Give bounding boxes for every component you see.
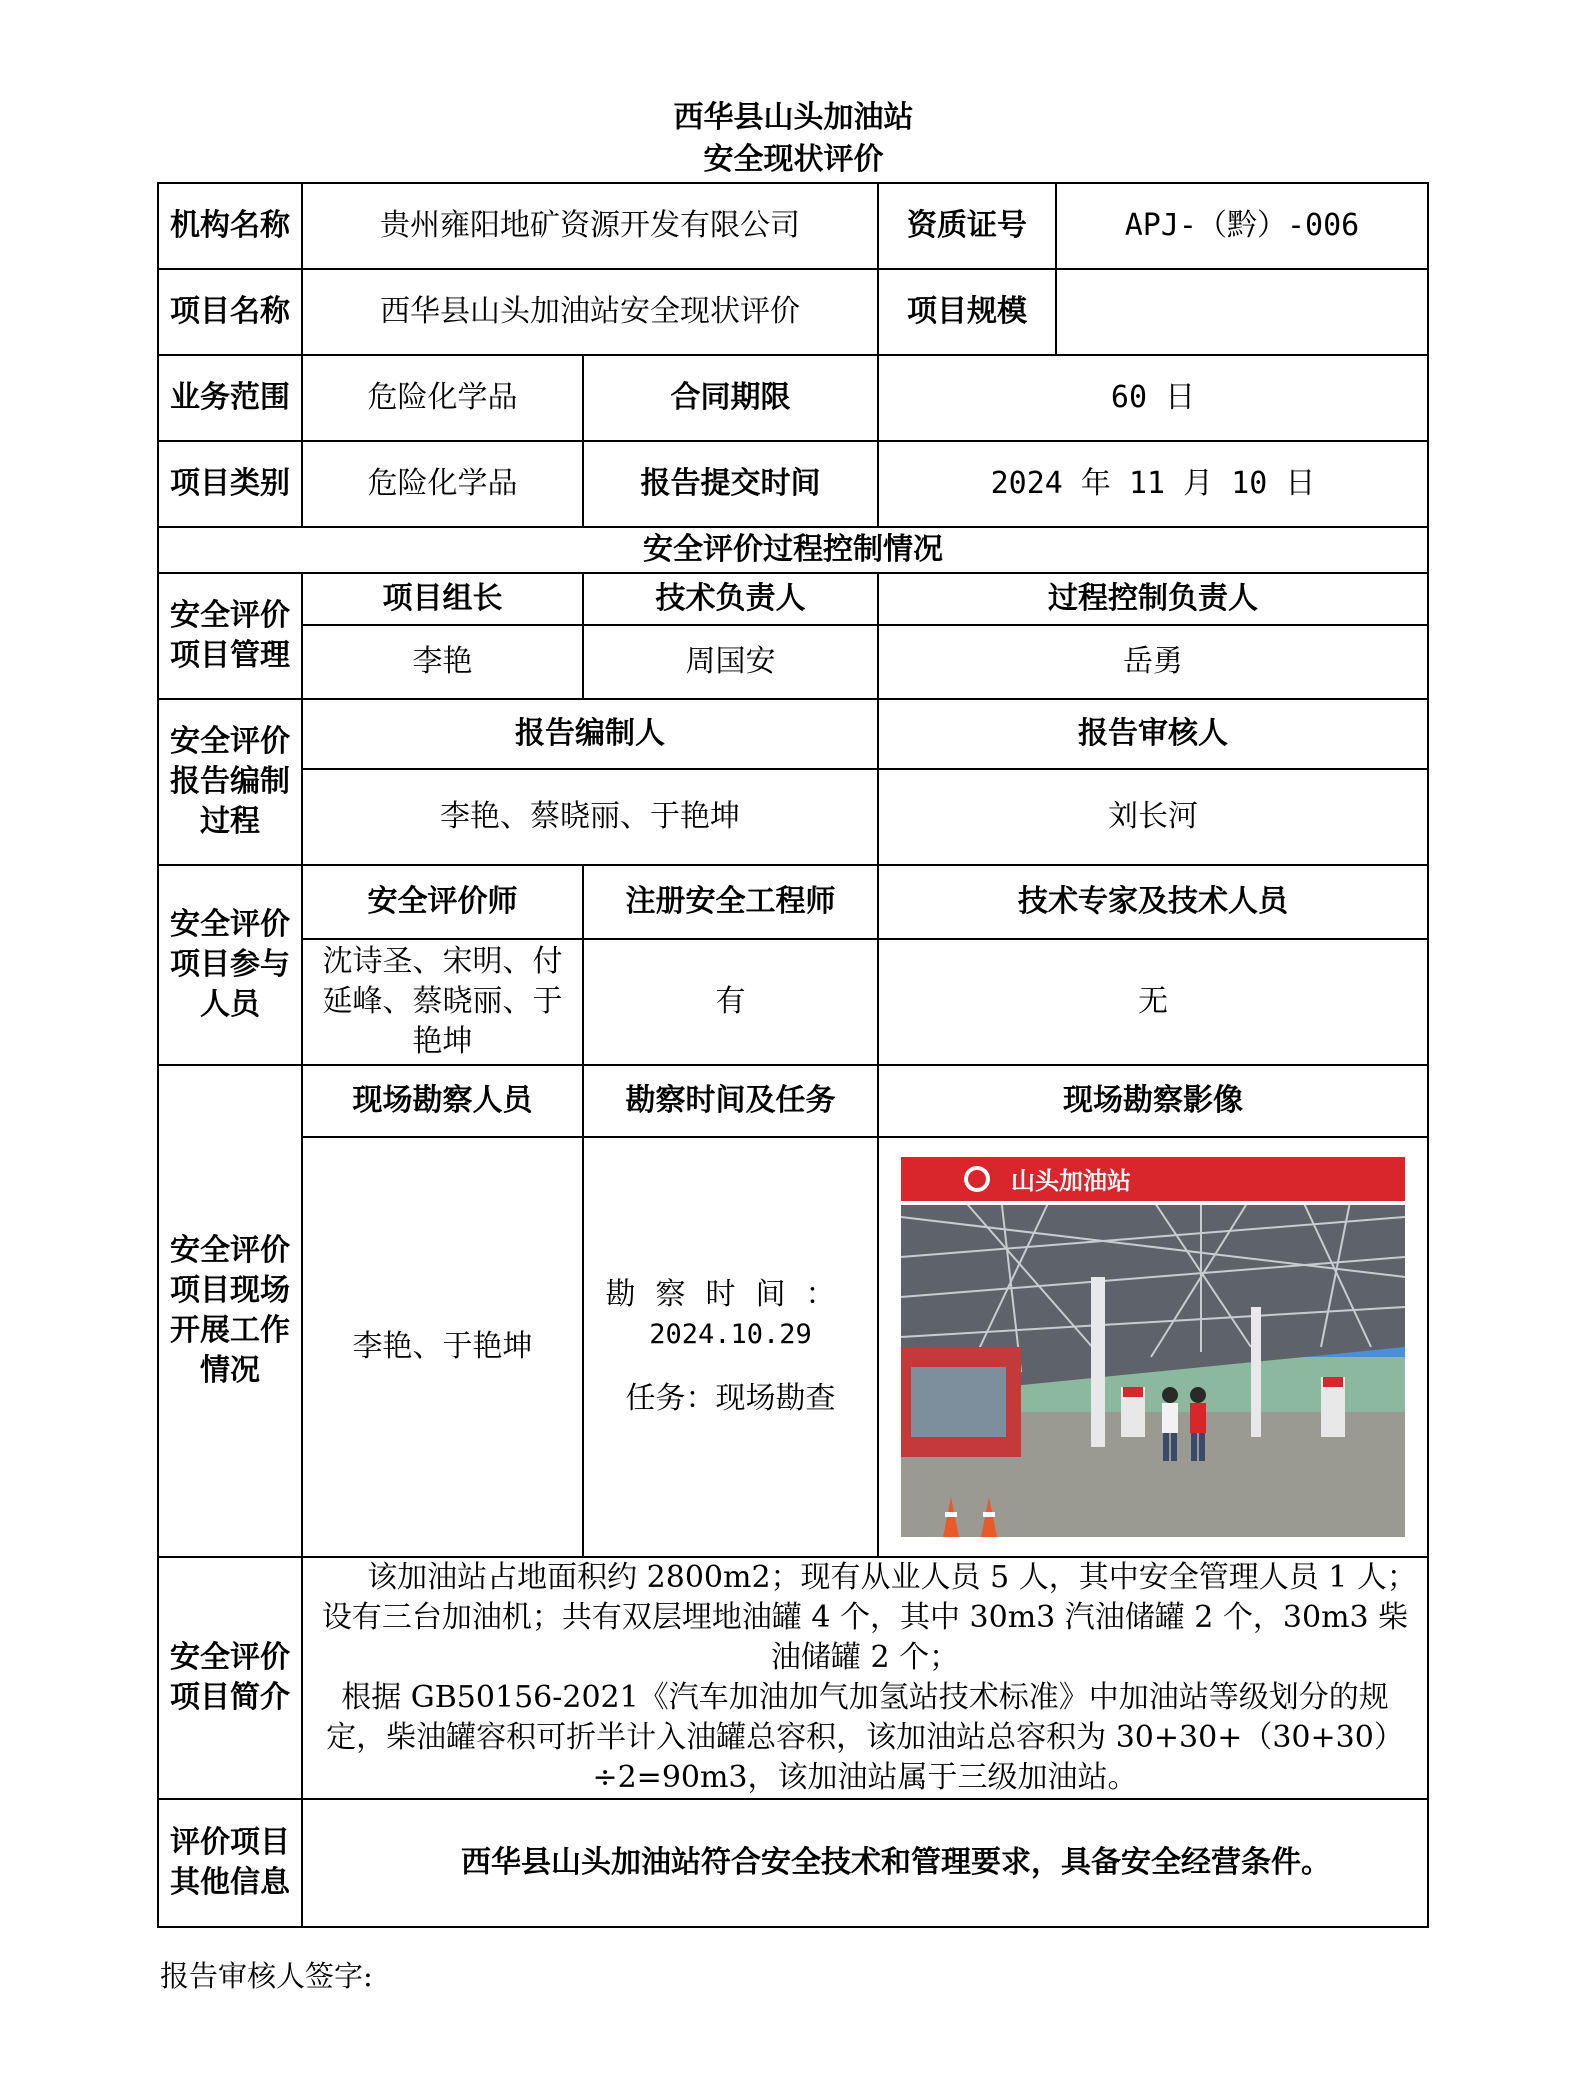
evaluator-value: 沈诗圣、宋明、付延峰、蔡晓丽、于艳坤 [302, 939, 583, 1065]
team-leader-value: 李艳 [302, 625, 583, 699]
site-time-header: 勘察时间及任务 [583, 1065, 878, 1137]
category-label: 项目类别 [158, 441, 302, 527]
row-report-headers [158, 699, 1428, 769]
scope-label: 业务范围 [158, 355, 302, 441]
report-author-value: 李艳、蔡晓丽、于艳坤 [302, 769, 878, 865]
site-staff-value: 李艳、于艳坤 [302, 1137, 583, 1557]
tech-lead-value: 周国安 [583, 625, 878, 699]
scale-label: 项目规模 [878, 269, 1056, 355]
row-mgmt-values [158, 625, 1428, 699]
summary-cell [302, 1557, 1428, 1799]
org-label: 机构名称 [158, 183, 302, 269]
row-project-category [158, 441, 1428, 527]
category-value: 危险化学品 [302, 441, 583, 527]
report-reviewer-header: 报告审核人 [878, 699, 1428, 769]
survey-time-label: 勘察时间： [605, 1277, 856, 1312]
summary-text-1: 该加油站占地面积约 2800m2；现有从业人员 5 人，其中安全管理人员 1 人；设有三台加油机；共有双层埋地油罐 4 个，其中 30m3 汽油储罐 2 个，30m3 柴油储罐 2 个； [321, 1560, 1417, 1675]
scope-value: 危险化学品 [302, 355, 583, 441]
row-organization [158, 183, 1428, 269]
row-site-headers [158, 1065, 1428, 1137]
row-mgmt-headers [158, 573, 1428, 625]
site-photo-cell [878, 1137, 1428, 1557]
evaluator-header: 安全评价师 [302, 865, 583, 939]
mgmt-label: 安全评价项目管理 [158, 573, 302, 699]
contract-value: 60 日 [878, 355, 1428, 441]
safety-engineer-header: 注册安全工程师 [583, 865, 878, 939]
experts-header: 技术专家及技术人员 [878, 865, 1428, 939]
cert-value: APJ-（黔）-006 [1056, 183, 1428, 269]
row-business-scope [158, 355, 1428, 441]
survey-task: 任务：现场勘查 [625, 1381, 836, 1416]
evaluation-table [157, 182, 1429, 1928]
other-label: 评价项目其他信息 [158, 1799, 302, 1927]
site-photo [901, 1157, 1405, 1537]
project-label: 项目名称 [158, 269, 302, 355]
report-reviewer-value: 刘长河 [878, 769, 1428, 865]
photo-station-sign: 山头加油站 [1011, 1167, 1131, 1195]
participants-label: 安全评价项目参与人员 [158, 865, 302, 1065]
row-participants-values [158, 939, 1428, 1065]
survey-time-value: 2024.10.29 [649, 1319, 812, 1350]
site-label: 安全评价项目现场开展工作情况 [158, 1065, 302, 1557]
other-text: 西华县山头加油站符合安全技术和管理要求，具备安全经营条件。 [461, 1845, 1331, 1880]
site-photo-header: 现场勘察影像 [878, 1065, 1428, 1137]
experts-value: 无 [878, 939, 1428, 1065]
row-participants-headers [158, 865, 1428, 939]
document-subtitle: 安全现状评价 [703, 142, 884, 177]
summary-text-2: 根据 GB50156-2021《汽车加油加气加氢站技术标准》中加油站等级划分的规定，柴油罐容积可折半计入油罐总容积，该加油站总容积为 30+30+（30+30）÷2=90m3，该加油站属于三级加油站。 [326, 1680, 1404, 1795]
other-cell [302, 1799, 1428, 1927]
report-author-header: 报告编制人 [302, 699, 878, 769]
submit-label: 报告提交时间 [583, 441, 878, 527]
team-leader-header: 项目组长 [302, 573, 583, 625]
row-report-values [158, 769, 1428, 865]
site-staff-header: 现场勘察人员 [302, 1065, 583, 1137]
process-section-title: 安全评价过程控制情况 [158, 527, 1428, 573]
site-time-cell [583, 1137, 878, 1557]
summary-label: 安全评价项目简介 [158, 1557, 302, 1799]
summary-paragraph-1 [313, 1558, 1417, 1678]
project-value: 西华县山头加油站安全现状评价 [302, 269, 878, 355]
tech-lead-header: 技术负责人 [583, 573, 878, 625]
row-section-title [158, 527, 1428, 573]
submit-value: 2024 年 11 月 10 日 [878, 441, 1428, 527]
scale-value [1056, 269, 1428, 355]
process-control-header: 过程控制负责人 [878, 573, 1428, 625]
row-summary [158, 1557, 1428, 1799]
contract-label: 合同期限 [583, 355, 878, 441]
process-control-value: 岳勇 [878, 625, 1428, 699]
reviewer-signature-label: 报告审核人签字: [160, 1959, 373, 1993]
report-label: 安全评价报告编制过程 [158, 699, 302, 865]
row-site-values [158, 1137, 1428, 1557]
cert-label: 资质证号 [878, 183, 1056, 269]
row-project-name [158, 269, 1428, 355]
safety-engineer-value: 有 [583, 939, 878, 1065]
document-title: 西华县山头加油站 [673, 100, 914, 135]
row-other [158, 1799, 1428, 1927]
org-value: 贵州雍阳地矿资源开发有限公司 [302, 183, 878, 269]
